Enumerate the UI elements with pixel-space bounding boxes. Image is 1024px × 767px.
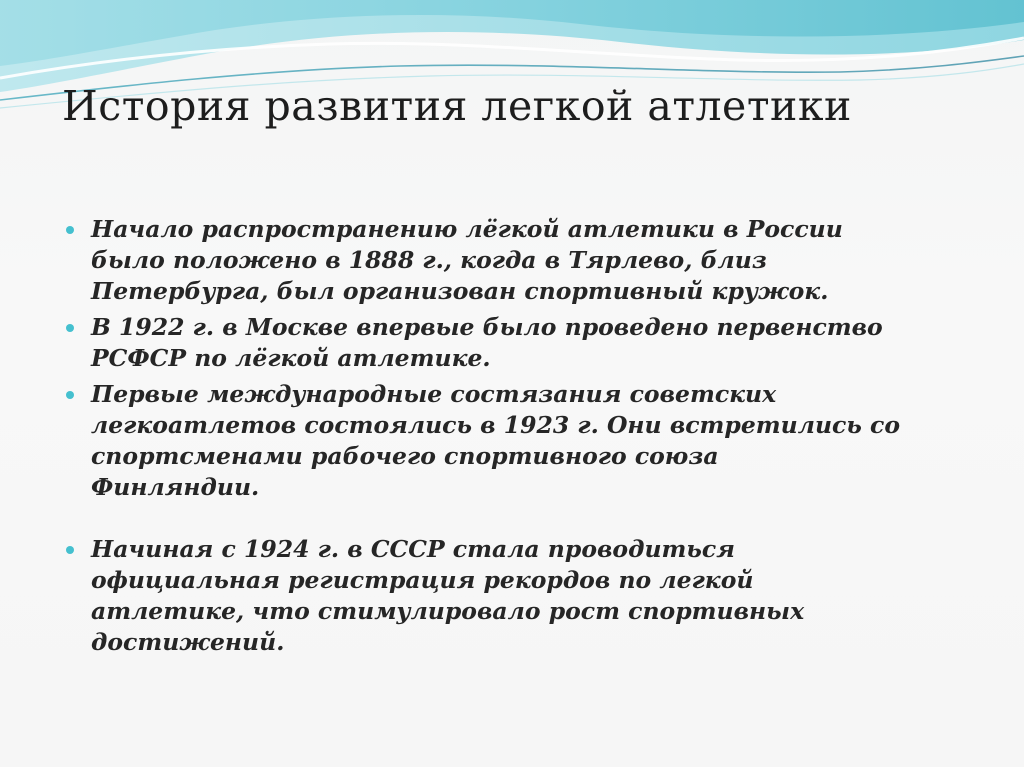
bullet-line: РСФСР по лёгкой атлетике. [91, 344, 491, 372]
bullet-item [66, 534, 986, 658]
bullet-line: Финляндии. [91, 473, 260, 501]
bullet-line: Первые международные состязания советских [91, 380, 777, 408]
dot-bullet-icon [66, 324, 74, 332]
bullet-line: Начало распространению лёгкой атлетики в России [91, 215, 843, 243]
slide-title: История развития легкой атлетики [62, 82, 852, 130]
bullet-line: легкоатлетов состоялись в 1923 г. Они встретились со [91, 411, 901, 439]
bullet-line: спортсменами рабочего спортивного союза [91, 442, 719, 470]
bullet-line: Петербурга, был организован спортивный кружок. [91, 277, 829, 305]
bullet-line: достижений. [91, 628, 285, 656]
bullet-line: В 1922 г. в Москве впервые было проведено первенство [91, 313, 883, 341]
bullet-list [66, 214, 986, 663]
dot-bullet-icon [66, 226, 74, 234]
bullet-item [66, 379, 986, 503]
bullet-line: Начиная с 1924 г. в СССР стала проводиться [91, 535, 735, 563]
bullet-line: было положено в 1888 г., когда в Тярлево, близ [91, 246, 767, 274]
bullet-line: официальная регистрация рекордов по легкой [91, 566, 754, 594]
bullet-line: атлетике, что стимулировало рост спортивных [91, 597, 805, 625]
bullet-item [66, 214, 986, 307]
bullet-item [66, 312, 986, 374]
dot-bullet-icon [66, 546, 74, 554]
dot-bullet-icon [66, 391, 74, 399]
